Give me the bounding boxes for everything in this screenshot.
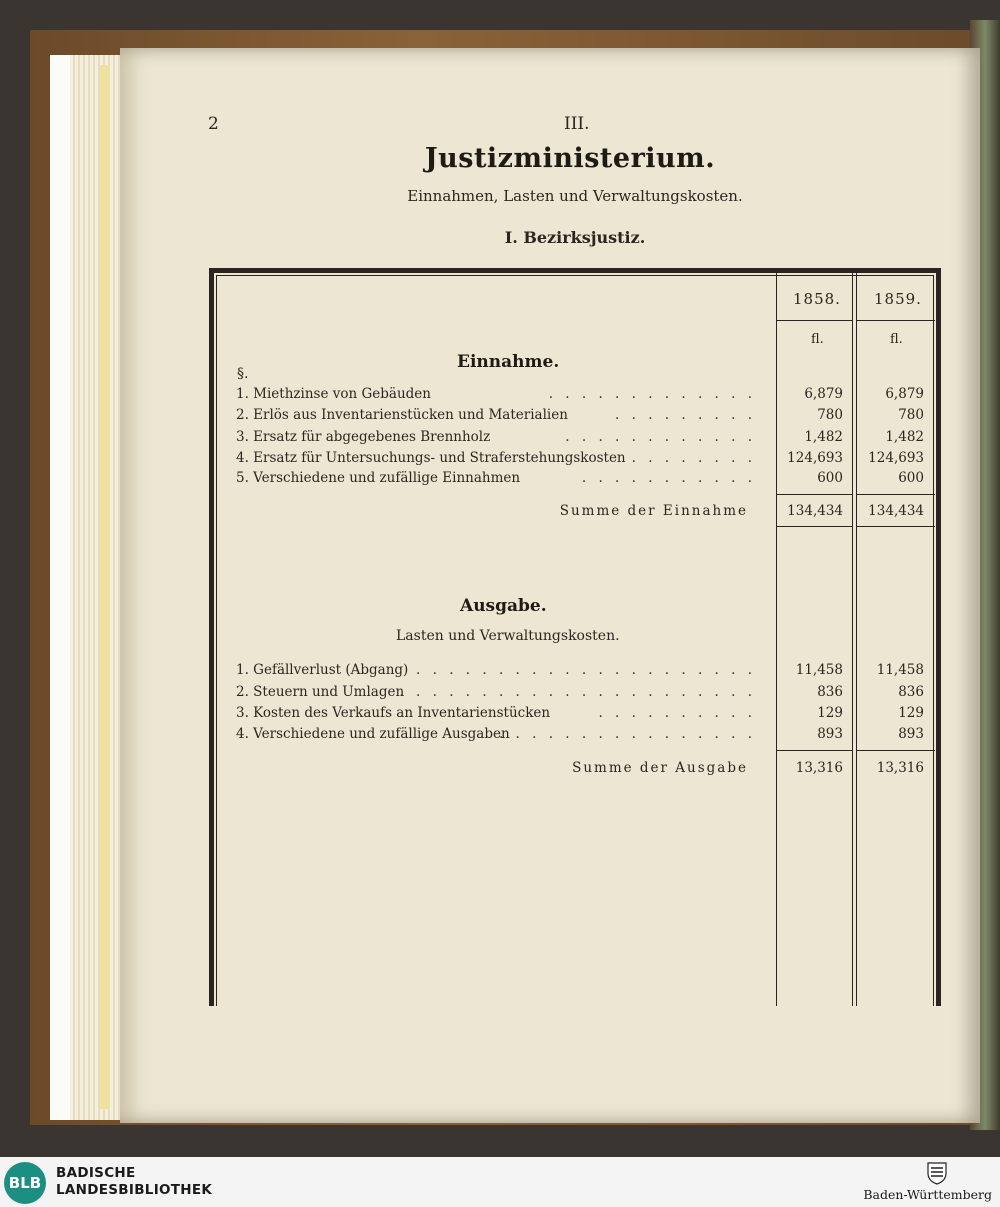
sum-rule	[857, 750, 935, 751]
header-rule	[777, 320, 852, 321]
table-row	[236, 450, 936, 470]
value-1858: 129	[817, 705, 843, 721]
value-1859: 893	[898, 726, 924, 742]
leader-dots: . . . . . . . . .	[615, 407, 756, 423]
row-label: 2. Erlös aus Inventarienstücken und Materialien	[236, 407, 568, 423]
column-header-1858: 1858.	[793, 290, 841, 308]
page-title: Justizministerium.	[424, 143, 716, 174]
table-row	[236, 684, 936, 704]
row-label: 4. Ersatz für Untersuchungs- und Straferstehungskosten	[236, 450, 626, 466]
income-total-row	[236, 503, 936, 523]
value-1858: 600	[817, 470, 843, 486]
page-edge-gilt	[100, 65, 110, 1109]
sum-rule	[857, 494, 935, 495]
page-number: 2	[208, 114, 219, 134]
viewer-footer	[0, 1157, 1000, 1207]
sum-label: Summe der Ausgabe	[572, 760, 748, 776]
table-row	[236, 662, 936, 682]
row-label: 5. Verschiedene und zufällige Einnahmen	[236, 470, 521, 486]
paragraph-mark: §.	[237, 366, 249, 382]
sum-rule	[777, 750, 852, 751]
leader-dots: . . . . . . . . . . . . . . . . . . . . .	[416, 662, 756, 678]
table-row	[236, 429, 936, 449]
sum-1859: 13,316	[876, 760, 924, 776]
income-heading: Einnahme.	[457, 352, 560, 372]
row-label: 1. Gefällverlust (Abgang)	[236, 662, 409, 678]
row-label: 2. Steuern und Umlagen	[236, 684, 405, 700]
row-label: 4. Verschiedene und zufällige Ausgaben	[236, 726, 510, 742]
value-1859: 780	[898, 407, 924, 423]
table-row	[236, 726, 936, 746]
sum-1858: 13,316	[795, 760, 843, 776]
column-header-1859: 1859.	[874, 290, 922, 308]
coat-of-arms-icon	[926, 1161, 948, 1185]
row-label: 3. Ersatz für abgegebenes Brennholz	[236, 429, 491, 445]
leader-dots: . . . . . . . . . .	[598, 705, 756, 721]
sum-1859: 134,434	[868, 503, 924, 519]
value-1859: 6,879	[885, 386, 924, 402]
state-name: Baden-Württemberg	[863, 1187, 992, 1202]
column-rule	[852, 273, 853, 1006]
sum-rule	[777, 494, 852, 495]
leader-dots: . . . . . . . . . . .	[581, 470, 756, 486]
library-name-line1: BADISCHE	[56, 1165, 136, 1181]
leader-dots: . . . . . . . . . . . .	[565, 429, 756, 445]
row-label: 1. Miethzinse von Gebäuden	[236, 386, 431, 402]
unit-label: fl.	[890, 332, 903, 347]
leader-dots: . . . . . . . .	[631, 450, 756, 466]
section-number: III.	[564, 114, 590, 134]
expense-subheading: Lasten und Verwaltungskosten.	[396, 628, 620, 644]
value-1858: 6,879	[804, 386, 843, 402]
expense-total-row	[236, 760, 936, 780]
sum-rule	[777, 526, 852, 527]
value-1858: 836	[817, 684, 843, 700]
table-row	[236, 705, 936, 725]
value-1858: 11,458	[795, 662, 843, 678]
value-1859: 11,458	[876, 662, 924, 678]
column-rule	[856, 273, 857, 1006]
header-rule	[857, 320, 935, 321]
table-row	[236, 386, 936, 406]
subsection-title: I. Bezirksjustiz.	[504, 228, 646, 247]
sum-rule	[857, 526, 935, 527]
value-1858: 893	[817, 726, 843, 742]
value-1859: 124,693	[868, 450, 924, 466]
table-row	[236, 470, 936, 490]
value-1859: 836	[898, 684, 924, 700]
value-1858: 780	[817, 407, 843, 423]
library-name-line2: LANDESBIBLIOTHEK	[56, 1182, 213, 1198]
library-logo[interactable]: BLB	[4, 1162, 46, 1204]
value-1859: 1,482	[885, 429, 924, 445]
page-subtitle: Einnahmen, Lasten und Verwaltungskosten.	[407, 187, 743, 205]
leader-dots: . . . . . . . . . . . . .	[548, 386, 756, 402]
table-row	[236, 407, 936, 427]
value-1858: 1,482	[804, 429, 843, 445]
leader-dots: . . . . . . . . . . . . . . . .	[498, 726, 756, 742]
unit-label: fl.	[811, 332, 824, 347]
sum-1858: 134,434	[787, 503, 843, 519]
value-1858: 124,693	[787, 450, 843, 466]
library-name[interactable]	[56, 1165, 212, 1199]
page-edge-white	[50, 55, 70, 1120]
column-rule	[776, 273, 777, 1006]
row-label: 3. Kosten des Verkaufs an Inventarienstücken	[236, 705, 551, 721]
value-1859: 129	[898, 705, 924, 721]
sum-label: Summe der Einnahme	[559, 503, 748, 519]
leader-dots: . . . . . . . . . . . . . . . . . . . . . .	[399, 684, 756, 700]
value-1859: 600	[898, 470, 924, 486]
expense-heading: Ausgabe.	[460, 596, 547, 616]
